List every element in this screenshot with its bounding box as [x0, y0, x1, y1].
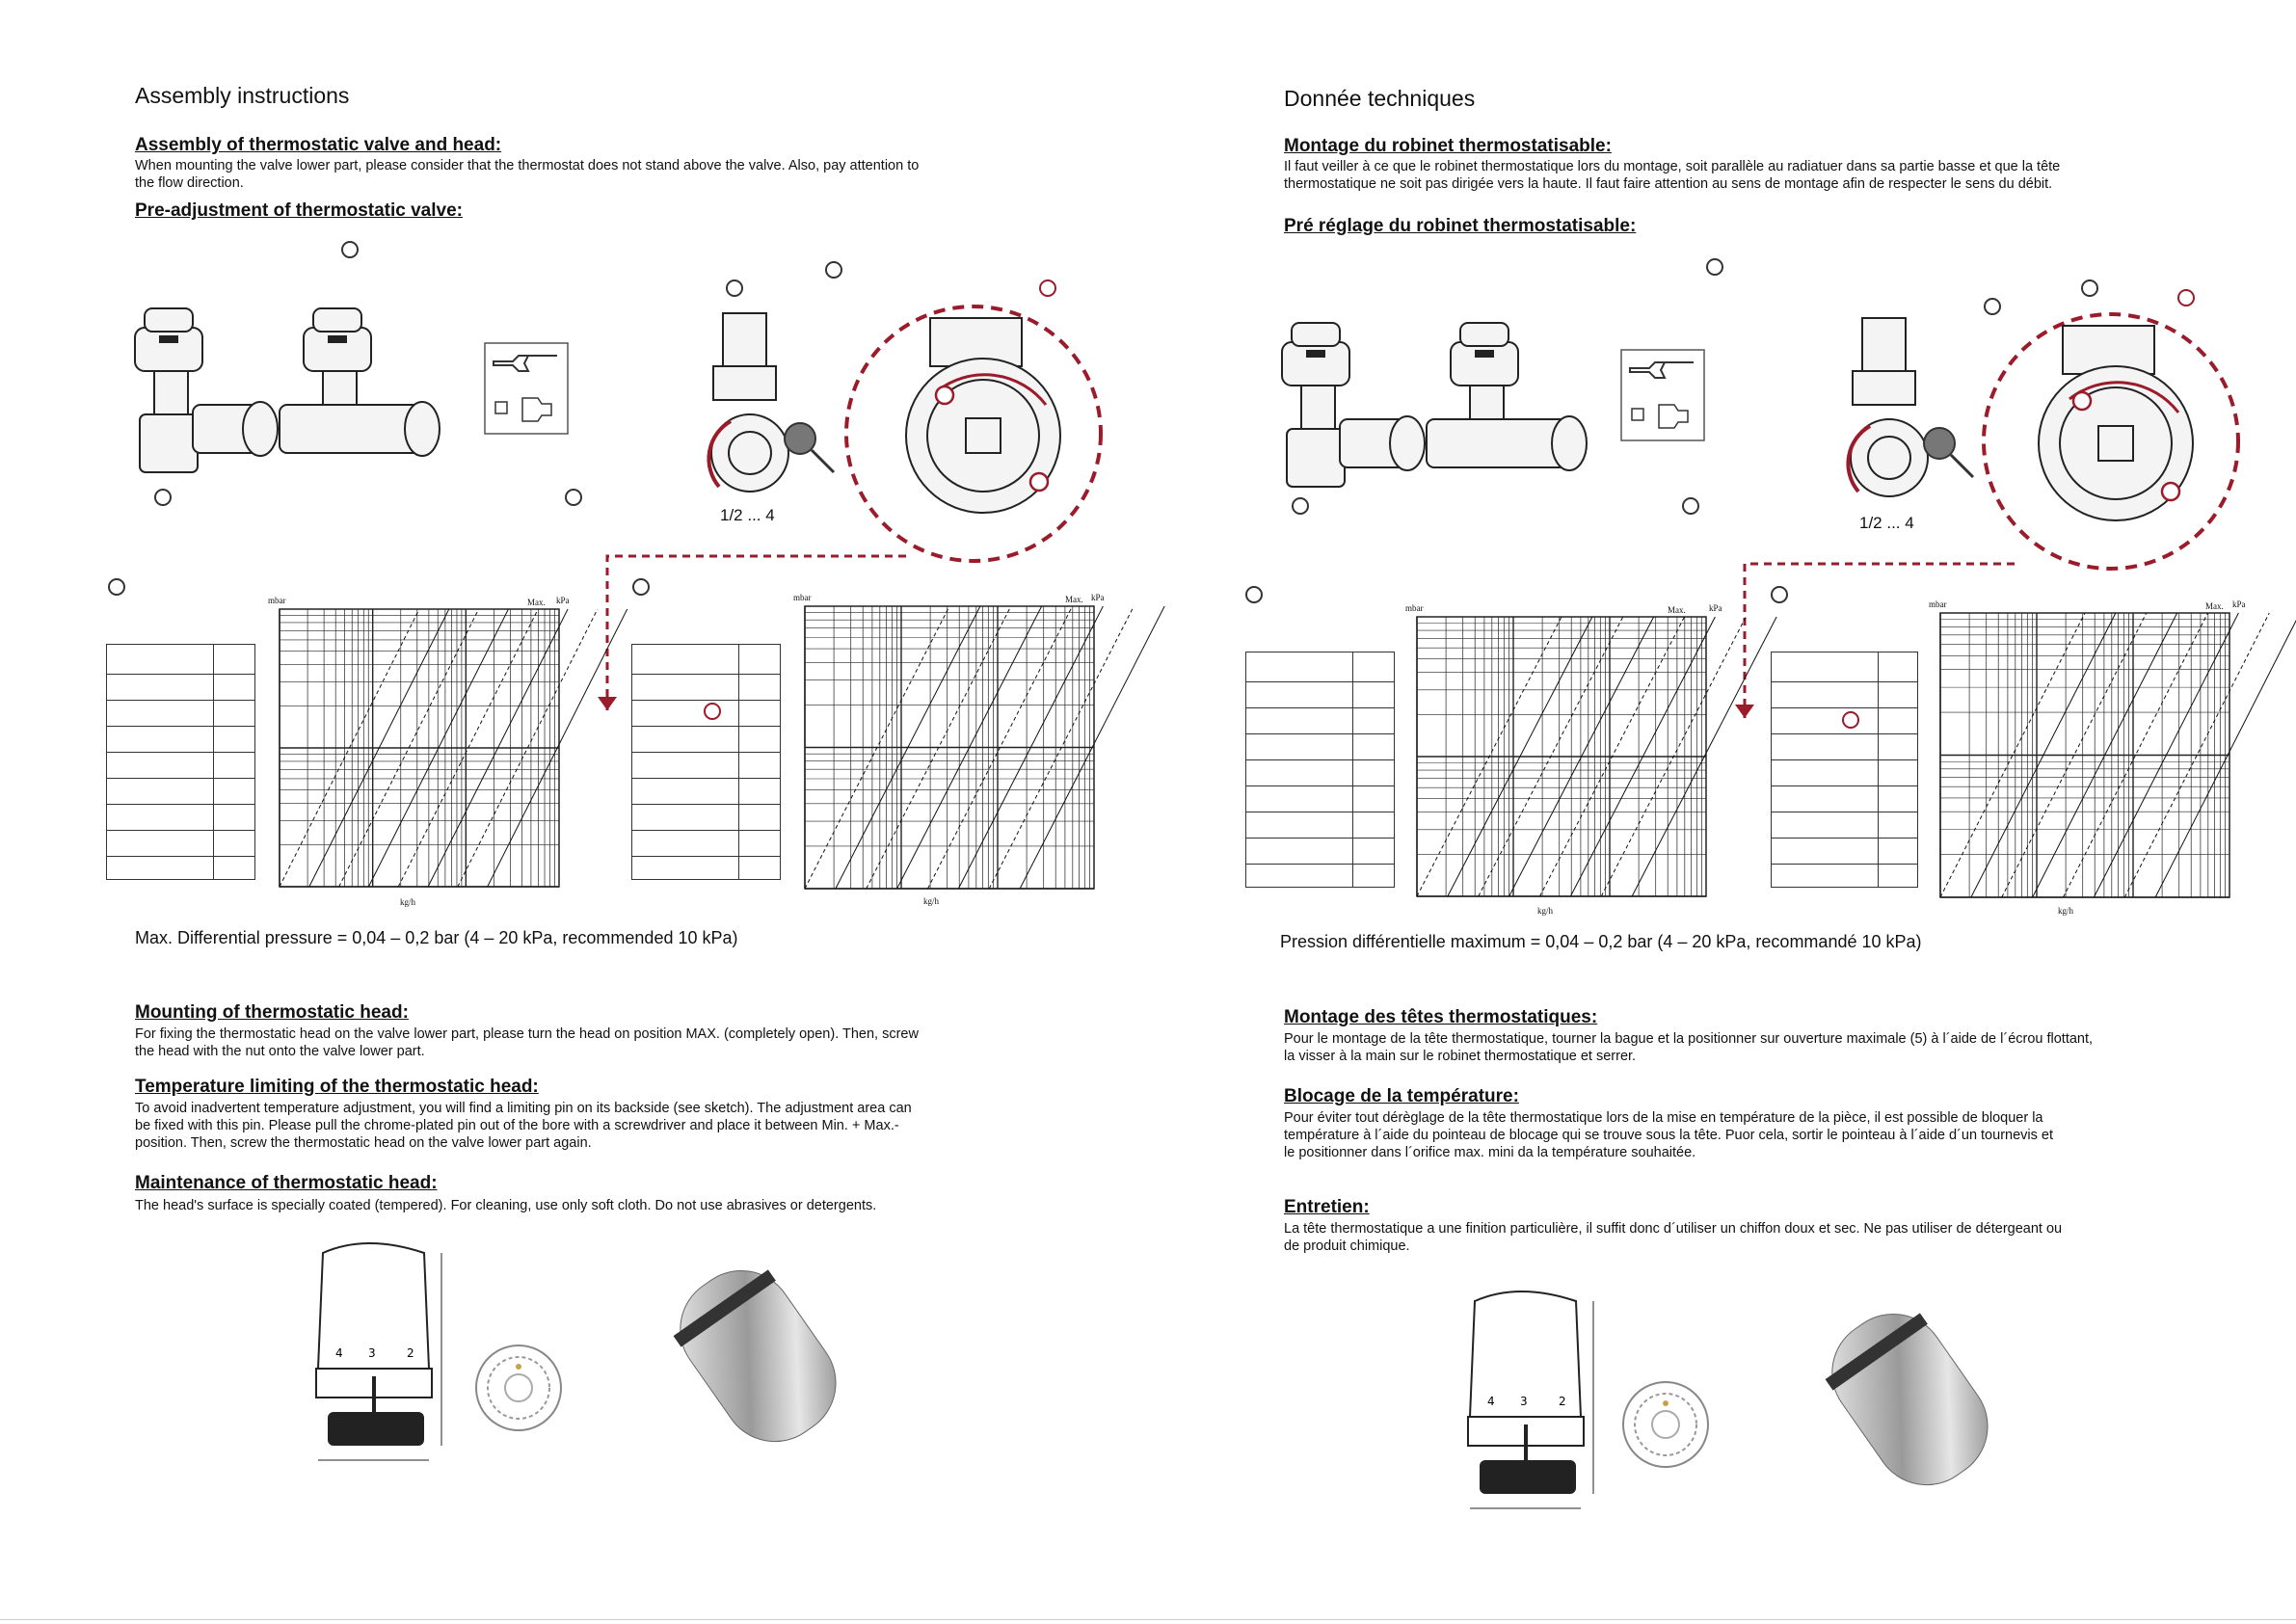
text-montage-robinet-1: Il faut veiller à ce que le robinet thermostatique lors du montage, soit parallèle au radiatuer dans sa partie basse et que la tête [1284, 159, 2061, 174]
setting-table [1245, 652, 1395, 888]
text-blocage-2: température à l´aide du pointeau de blocage qui se trouve sous la tête. Puor cela, sortir le pointeau à l´aide d´un tournevis et [1284, 1128, 2053, 1143]
pressure-note: Pression différentielle maximum = 0,04 – 0,2 bar (4 – 20 kPa, recommandé 10 kPa) [1280, 932, 1922, 951]
text-mounting-1: For fixing the thermostatic head on the valve lower part, please turn the head on position MAX. (completely open). Then, screw [135, 1026, 919, 1042]
head-bottom-view [472, 1342, 565, 1434]
thermostatic-head-drawing [299, 1234, 453, 1475]
setting-table [631, 644, 781, 880]
heading-blocage: Blocage de la température: [1284, 1086, 1519, 1106]
thermostatic-head-photo [1812, 1296, 2005, 1499]
text-temp-limit-1: To avoid inadvertent temperature adjustment, you will find a limiting pin on its backside (see sketch). The adjustment area can [135, 1101, 912, 1116]
dial-zoom-detail [839, 299, 1108, 569]
callout-marker [341, 241, 359, 258]
callout-marker [1245, 586, 1263, 603]
chart-x-label: kg/h [1537, 906, 1554, 916]
setting-table [1771, 652, 1918, 888]
text-entretien-1: La tête thermostatique a une finition particulière, il suffit donc d´utiliser un chiffon doux et sec. Ne pas utiliser de détergeant ou [1284, 1221, 2063, 1237]
chart-x-label: kg/h [2058, 906, 2074, 916]
svg-text:2: 2 [1559, 1395, 1566, 1408]
wrench-icon [484, 342, 569, 435]
chart-y-label: mbar [268, 596, 286, 605]
callout-marker [726, 280, 743, 297]
heading-montage-tetes: Montage des têtes thermostatiques: [1284, 1007, 1598, 1027]
text-entretien-2: de produit chimique. [1284, 1238, 1410, 1254]
flow-chart [1402, 603, 1721, 917]
svg-text:4: 4 [335, 1346, 343, 1360]
chart-max-label: Max. [527, 598, 546, 607]
text-montage-robinet-2: thermostatique ne soit pas dirigée vers la haute. Il faut faire attention au sens de montage afin de respecter le sens du débit. [1284, 176, 2053, 192]
callout-marker [565, 489, 582, 506]
callout-marker [1706, 258, 1723, 276]
svg-text:3: 3 [1520, 1395, 1528, 1408]
svg-text:3: 3 [368, 1346, 376, 1360]
chart-max-label: Max. [2205, 601, 2224, 611]
flow-chart [790, 593, 1105, 906]
heading-temp-limit: Temperature limiting of the thermostatic head: [135, 1077, 539, 1097]
setting-table [106, 644, 255, 880]
text-blocage-1: Pour éviter tout dérèglage de la tête thermostatique lors de la mise en température de la pièce, il est possible de bloquer la [1284, 1110, 2043, 1126]
pressure-note: Max. Differential pressure = 0,04 – 0,2 bar (4 – 20 kPa, recommended 10 kPa) [135, 928, 738, 947]
chart-y-label: mbar [793, 593, 812, 602]
thermostatic-head-photo [660, 1253, 853, 1455]
chart-x-label: kg/h [400, 897, 416, 907]
text-maintenance-1: The head's surface is specially coated (tempered). For cleaning, use only soft cloth. Do not use abrasives or detergents. [135, 1198, 877, 1213]
heading-montage-robinet: Montage du robinet thermostatisable: [1284, 136, 1612, 156]
chart-y-label: mbar [1405, 603, 1424, 613]
dial-zoom-detail [1976, 306, 2246, 576]
flow-chart [1926, 599, 2244, 918]
text-montage-tetes-1: Pour le montage de la tête thermostatique, tourner la bague et la positionner sur ouverture maximale (5) à l´aide de l´écrou flottant, [1284, 1031, 2094, 1047]
chart-y2-label: kPa [1709, 603, 1722, 613]
chart-x-label: kg/h [923, 896, 940, 906]
text-temp-limit-2: be fixed with this pin. Please pull the chrome-plated pin out of the bore with a screwdriver and place it between Min. + Max.- [135, 1118, 899, 1133]
wrench-icon [1620, 349, 1705, 441]
callout-marker [2081, 280, 2098, 297]
chart-grid [1417, 617, 1706, 896]
range-label: 1/2 ... 4 [720, 506, 775, 524]
callout-marker-red [1039, 280, 1056, 297]
angle-valve-illustration [1277, 313, 1615, 516]
head-bottom-view [1619, 1378, 1712, 1471]
heading-preadjust: Pre-adjustment of thermostatic valve: [135, 200, 463, 221]
angle-valve-illustration [116, 299, 453, 501]
heading-maintenance: Maintenance of thermostatic head: [135, 1173, 438, 1193]
page-title-right: Donnée techniques [1284, 86, 1476, 111]
text-montage-tetes-2: la visser à la main sur le robinet thermostatique et serrer. [1284, 1049, 1637, 1064]
chart-y2-label: kPa [556, 596, 570, 605]
text-temp-limit-3: position. Then, screw the thermostatic head on the valve lower part again. [135, 1135, 592, 1151]
heading-prereglage: Pré réglage du robinet thermostatisable: [1284, 216, 1637, 236]
text-assembly-1: When mounting the valve lower part, please consider that the thermostat does not stand above the valve. Also, pay attention to [135, 158, 920, 173]
chart-max-label: Max. [1065, 595, 1083, 604]
text-mounting-2: the head with the nut onto the valve lower part. [135, 1044, 425, 1059]
chart-max-label: Max. [1668, 605, 1686, 615]
callout-marker [1682, 497, 1699, 515]
page-bottom-edge [0, 1619, 2296, 1620]
chart-y2-label: kPa [1091, 593, 1105, 602]
callout-marker-red [2177, 289, 2195, 306]
svg-text:4: 4 [1487, 1395, 1495, 1408]
chart-y-label: mbar [1929, 599, 1947, 609]
text-assembly-2: the flow direction. [135, 175, 244, 191]
svg-text:2: 2 [407, 1346, 414, 1360]
heading-mounting: Mounting of thermostatic head: [135, 1002, 409, 1023]
text-blocage-3: le positionner dans l´orifice max. mini da la température souhaitée. [1284, 1145, 1696, 1160]
chart-grid [1940, 613, 2229, 897]
page-title-left: Assembly instructions [135, 83, 350, 108]
callout-marker [825, 261, 842, 279]
thermostatic-head-drawing [1451, 1282, 1605, 1523]
chart-grid [280, 609, 559, 887]
heading-assembly: Assembly of thermostatic valve and head: [135, 135, 502, 155]
flow-chart [265, 596, 574, 907]
range-label: 1/2 ... 4 [1859, 514, 1914, 532]
heading-entretien: Entretien: [1284, 1197, 1370, 1217]
chart-y2-label: kPa [2232, 599, 2246, 609]
chart-grid [805, 606, 1094, 889]
callout-marker [108, 578, 125, 596]
